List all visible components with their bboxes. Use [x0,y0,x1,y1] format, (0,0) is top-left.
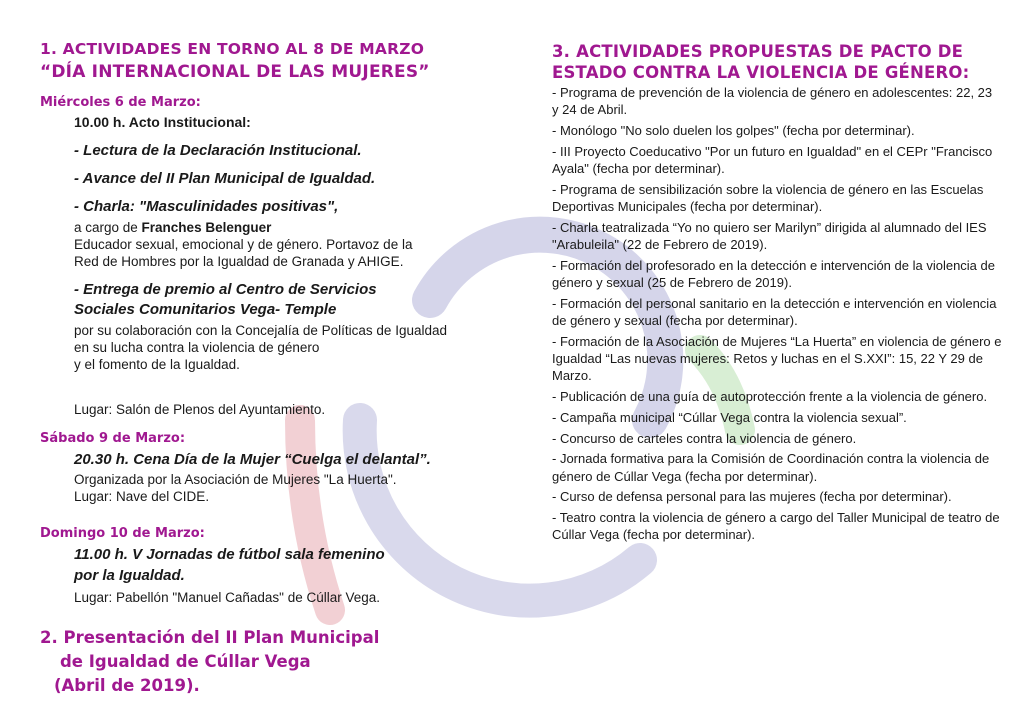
wednesday-time-event: 10.00 h. Acto Institucional: [74,114,251,130]
section1-title-line1: 1. ACTIVIDADES EN TORNO AL 8 DE MARZO [40,40,425,58]
list-item: - Campaña municipal “Cúllar Vega contra la violencia sexual”. [552,409,907,425]
wednesday-item4-line2: Sociales Comunitarios Vega- Temple [74,301,337,318]
list-item: - Formación del profesorado en la detección e intervención de la violencia de género y sexual (25 de Febrero de 2019). [552,257,995,290]
list-item: - Formación de la Asociación de Mujeres “La Huerta” en violencia de género e Igualdad “Las nuevas mujeres: Retos y luchas en el S.XXI”: 15, 22 Y 29 de Marzo. [552,333,1002,384]
speaker-line [74,219,271,236]
item4-desc2: en su lucha contra la violencia de género [74,340,320,355]
sunday-heading: Domingo 10 de Marzo: [40,526,205,541]
sunday-place: Lugar: Pabellón "Manuel Cañadas" de Cúllar Vega. [74,590,381,605]
saturday-heading: Sábado 9 de Marzo: [40,431,186,446]
saturday-event: 20.30 h. Cena Día de la Mujer “Cuelga el delantal”. [74,451,431,468]
saturday-place: Lugar: Nave del CIDE. [74,489,210,504]
wednesday-item2: - Avance del II Plan Municipal de Igualdad. [74,170,376,187]
list-item: - Publicación de una guía de autoprotección frente a la violencia de género. [552,389,988,404]
sunday-event-line2: por la Igualdad. [74,567,185,584]
speaker-prefix: a cargo de [74,220,142,235]
item4-desc3: y el fomento de la Igualdad. [74,357,240,372]
speaker-name: Franches Belenguer [141,220,272,235]
speaker-desc1: Educador sexual, emocional y de género. Portavoz de la [74,237,413,252]
list-item: - Charla teatralizada “Yo no quiero ser Marilyn” dirigida al alumnado del IES "Arabuleila" (22 de Febrero de 2019). [552,219,987,252]
section2-line2: de Igualdad de Cúllar Vega [60,652,311,671]
list-item: - Curso de defensa personal para las mujeres (fecha por determinar). [552,489,952,505]
section3-title-line2: ESTADO CONTRA LA VIOLENCIA DE GÉNERO: [552,63,970,82]
wednesday-heading: Miércoles 6 de Marzo: [40,95,201,110]
item4-desc1: por su colaboración con la Concejalía de Políticas de Igualdad [74,323,447,338]
wednesday-item1: - Lectura de la Declaración Institucional. [74,142,362,159]
section2-line3: (Abril de 2019). [54,676,200,695]
section1-title-line2: “DÍA INTERNACIONAL DE LAS MUJERES” [40,62,430,82]
logo-red-arc [300,420,330,610]
section3-list [552,84,1002,547]
wednesday-item4-line1: - Entrega de premio al Centro de Servicios [74,281,377,298]
list-item: - Programa de prevención de la violencia de género en adolescentes: 22, 23 y 24 de Abril. [552,85,993,118]
section2-line1: 2. Presentación del II Plan Municipal [40,628,380,647]
list-item: - Monólogo "No solo duelen los golpes" (fecha por determinar). [552,123,915,138]
wednesday-item3: - Charla: "Masculinidades positivas", [74,198,339,215]
list-item: - Formación del personal sanitario en la detección e intervención en violencia de género y sexual (fecha por determinar). [552,295,997,328]
list-item: - Jornada formativa para la Comisión de Coordinación contra la violencia de género de Cúllar Vega (fecha por determinar). [552,451,990,484]
saturday-organizer: Organizada por la Asociación de Mujeres "La Huerta". [74,472,397,487]
sunday-event-line1: 11.00 h. V Jornadas de fútbol sala femenino [74,546,385,563]
list-item: - III Proyecto Coeducativo "Por un futuro en Igualdad" en el CEPr "Francisco Ayala" (fecha por determinar). [552,143,993,176]
list-item: - Concurso de carteles contra la violencia de género. [552,430,857,446]
list-item: - Teatro contra la violencia de género a cargo del Taller Municipal de teatro de Cúllar Vega (fecha por determinar). [552,510,1000,543]
section3-title-line1: 3. ACTIVIDADES PROPUESTAS DE PACTO DE [552,42,964,61]
wednesday-place: Lugar: Salón de Plenos del Ayuntamiento. [74,402,326,417]
speaker-desc2: Red de Hombres por la Igualdad de Granada y AHIGE. [74,254,404,269]
list-item: - Programa de sensibilización sobre la violencia de género en las Escuelas Deportivas Municipales (fecha por determinar). [552,181,984,214]
